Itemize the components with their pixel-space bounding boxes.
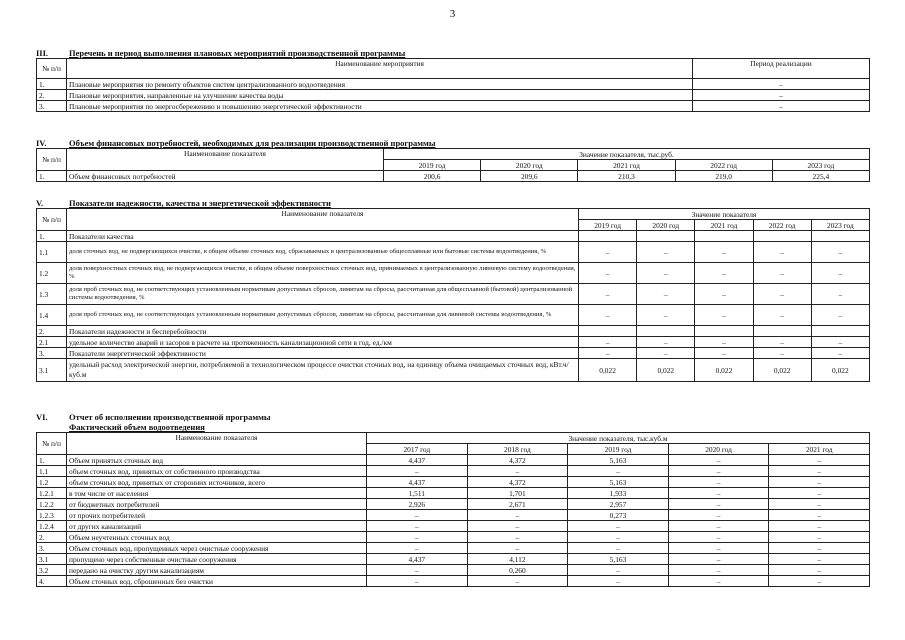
value-cell: 1,511 <box>367 488 468 499</box>
row-name: доля поверхностных сточных вод, не подвергающихся очистке, в общем объеме поверхностных сточных вод, принимаемых в централизованную ливневую систему водоотведения, % <box>67 263 579 284</box>
value-cell: – <box>769 532 870 543</box>
value-cell <box>753 326 811 337</box>
value-cell: – <box>695 305 753 326</box>
value-cell: – <box>769 576 870 587</box>
header-group: Значение показателя, тыс.руб. <box>384 149 870 160</box>
section-5-body <box>37 231 870 382</box>
value-cell: – <box>753 263 811 284</box>
value-cell: – <box>579 242 637 263</box>
row-num: 1.1 <box>37 466 67 477</box>
row-name: передано на очистку другим канализациям <box>67 565 367 576</box>
section-6-title: Отчет об исполнении производственной программы <box>69 412 271 422</box>
value-cell: 225,4 <box>772 171 869 182</box>
value-cell <box>695 326 753 337</box>
section-6 <box>36 412 870 587</box>
section-5-title: Показатели надежности, качества и энергетической эффективности <box>69 198 331 208</box>
section-4-roman: IV. <box>36 138 47 148</box>
row-num: 1. <box>37 455 67 466</box>
value-cell: – <box>695 242 753 263</box>
row-name: Объем неучтенных сточных вод <box>67 532 367 543</box>
value-cell: – <box>695 284 753 305</box>
row-name: Объем сточных вод, сброшенных без очистки <box>67 576 367 587</box>
value-cell: – <box>467 521 568 532</box>
row-num: 1.2.4 <box>37 521 67 532</box>
section-4-title: Объем финансовых потребностей, необходимых для реализации производственной программы <box>69 138 436 148</box>
section-4-title-row <box>36 138 870 148</box>
table-row <box>37 101 870 112</box>
value-cell: – <box>695 263 753 284</box>
section-6-roman: VI. <box>36 412 48 422</box>
value-cell: 4,372 <box>467 455 568 466</box>
value-cell: 200,6 <box>384 171 481 182</box>
row-num: 1. <box>37 171 67 182</box>
year-header: 2018 год <box>467 444 568 455</box>
header-name: Наименование показателя <box>67 433 367 455</box>
value-cell: 209,6 <box>481 171 578 182</box>
value-cell: – <box>579 284 637 305</box>
row-num: 3. <box>37 543 67 554</box>
row-num: 2. <box>37 90 67 101</box>
value-cell: – <box>668 543 769 554</box>
row-num: 3.2 <box>37 565 67 576</box>
value-cell: – <box>579 305 637 326</box>
row-num: 1. <box>37 79 67 90</box>
section-3-body <box>37 79 870 112</box>
row-num: 1.3 <box>37 284 67 305</box>
value-cell: – <box>811 242 869 263</box>
header-name: Наименование мероприятия <box>67 59 693 79</box>
section-4-header-row <box>37 149 870 160</box>
section-3-table <box>36 58 870 112</box>
section-6-title-row <box>36 412 870 422</box>
row-name: Показатели надежности и бесперебойности <box>67 326 579 337</box>
table-row <box>37 79 870 90</box>
value-cell: – <box>695 348 753 359</box>
row-period: – <box>693 90 870 101</box>
year-header: 2017 год <box>367 444 468 455</box>
table-row <box>37 466 870 477</box>
value-cell: – <box>769 488 870 499</box>
section-6-subtitle: Фактический объем водоотведения <box>69 422 205 432</box>
header-num: № п/п <box>37 59 67 79</box>
value-cell: – <box>753 284 811 305</box>
value-cell: – <box>668 455 769 466</box>
value-cell: – <box>637 284 695 305</box>
header-num: № п/п <box>37 149 67 171</box>
value-cell: – <box>467 466 568 477</box>
section-5-title-row <box>36 198 870 208</box>
year-header: 2022 год <box>675 160 772 171</box>
year-header: 2019 год <box>579 220 637 231</box>
row-num: 3. <box>37 101 67 112</box>
table-row <box>37 348 870 359</box>
table-row <box>37 284 870 305</box>
row-num: 1.2.2 <box>37 499 67 510</box>
section-3-title-row <box>36 48 870 58</box>
value-cell <box>753 231 811 242</box>
value-cell: 0,022 <box>637 359 695 382</box>
value-cell: 5,163 <box>568 455 669 466</box>
row-name: Плановые мероприятия, направленные на улучшение качества воды <box>67 90 693 101</box>
value-cell: – <box>367 543 468 554</box>
row-num: 2. <box>37 532 67 543</box>
value-cell: – <box>367 532 468 543</box>
table-row <box>37 532 870 543</box>
section-3-title: Перечень и период выполнения плановых мероприятий производственной программы <box>69 48 406 58</box>
year-header: 2023 год <box>811 220 869 231</box>
value-cell: 5,163 <box>568 477 669 488</box>
row-name: Объем финансовых потребностей <box>67 171 384 182</box>
value-cell: – <box>769 565 870 576</box>
value-cell: – <box>367 466 468 477</box>
value-cell <box>695 231 753 242</box>
table-row <box>37 231 870 242</box>
row-name: от других канализаций <box>67 521 367 532</box>
value-cell: – <box>769 510 870 521</box>
table-row <box>37 305 870 326</box>
table-row <box>37 455 870 466</box>
value-cell: – <box>769 455 870 466</box>
value-cell: – <box>753 242 811 263</box>
table-row <box>37 543 870 554</box>
value-cell <box>637 326 695 337</box>
value-cell: – <box>467 576 568 587</box>
value-cell: – <box>568 576 669 587</box>
row-name: Плановые мероприятия по энергосбережению и повышению энергетической эффективности <box>67 101 693 112</box>
table-row <box>37 171 870 182</box>
section-4 <box>36 138 870 182</box>
table-row <box>37 521 870 532</box>
value-cell: – <box>367 576 468 587</box>
value-cell: – <box>637 263 695 284</box>
value-cell: – <box>811 305 869 326</box>
row-num: 3.1 <box>37 554 67 565</box>
section-3-roman: III. <box>36 48 49 58</box>
header-period: Период реализации <box>693 59 870 79</box>
header-num: № п/п <box>37 209 67 231</box>
value-cell: – <box>367 565 468 576</box>
value-cell: 1,701 <box>467 488 568 499</box>
table-row <box>37 477 870 488</box>
value-cell: 0,022 <box>579 359 637 382</box>
row-name: от бюджетных потребителей <box>67 499 367 510</box>
value-cell: – <box>769 466 870 477</box>
header-name: Наименование показателя <box>67 149 384 171</box>
value-cell: – <box>668 576 769 587</box>
value-cell: 2,957 <box>568 499 669 510</box>
row-num: 1.1 <box>37 242 67 263</box>
value-cell: – <box>769 543 870 554</box>
table-row <box>37 326 870 337</box>
value-cell <box>811 231 869 242</box>
value-cell: – <box>811 337 869 348</box>
section-4-body <box>37 171 870 182</box>
value-cell <box>579 326 637 337</box>
year-header: 2023 год <box>772 160 869 171</box>
row-name: Показатели качества <box>67 231 579 242</box>
section-6-table <box>36 432 870 587</box>
row-name: доля проб сточных вод, не соответствующих установленным нормативам допустимых сбросов, лимитам на сбросы, рассчитанная для общесплавной (бытовой) централизованной системы водоотведения, % <box>67 284 579 305</box>
row-name: объем сточных вод, принятых от собственного производства <box>67 466 367 477</box>
value-cell: – <box>811 348 869 359</box>
row-num: 1.2 <box>37 263 67 284</box>
table-row <box>37 90 870 101</box>
value-cell: 5,163 <box>568 554 669 565</box>
value-cell: – <box>695 337 753 348</box>
table-row <box>37 554 870 565</box>
value-cell: – <box>467 510 568 521</box>
section-6-body <box>37 455 870 587</box>
section-3-header-row <box>37 59 870 79</box>
year-header: 2020 год <box>637 220 695 231</box>
value-cell: – <box>811 284 869 305</box>
header-name: Наименование показателя <box>67 209 579 231</box>
value-cell: – <box>467 532 568 543</box>
value-cell: – <box>668 499 769 510</box>
row-name: от прочих потребителей <box>67 510 367 521</box>
value-cell: 0,022 <box>811 359 869 382</box>
row-name: удельный расход электрической энергии, потребляемой в технологическом процессе очистки сточных вод, на единицу объема очищаемых сточных вод, кВт.ч/куб.м <box>67 359 579 382</box>
row-num: 2.1 <box>37 337 67 348</box>
row-name: объем сточных вод, принятых от сторонних источников, всего <box>67 477 367 488</box>
value-cell: – <box>637 305 695 326</box>
value-cell: – <box>668 521 769 532</box>
value-cell: – <box>668 532 769 543</box>
value-cell: – <box>637 348 695 359</box>
row-num: 2. <box>37 326 67 337</box>
table-row <box>37 359 870 382</box>
value-cell: – <box>668 554 769 565</box>
year-header: 2022 год <box>753 220 811 231</box>
value-cell: 4,437 <box>367 554 468 565</box>
row-num: 3.1 <box>37 359 67 382</box>
table-row <box>37 499 870 510</box>
row-num: 1.2.3 <box>37 510 67 521</box>
value-cell: – <box>668 477 769 488</box>
value-cell: – <box>668 510 769 521</box>
table-row <box>37 510 870 521</box>
section-6-subtitle-row <box>36 422 870 432</box>
value-cell: 210,3 <box>578 171 675 182</box>
value-cell: 2,926 <box>367 499 468 510</box>
row-period: – <box>693 79 870 90</box>
value-cell: – <box>579 337 637 348</box>
value-cell: 1,933 <box>568 488 669 499</box>
value-cell: 4,112 <box>467 554 568 565</box>
section-3 <box>36 48 870 112</box>
table-row <box>37 488 870 499</box>
page-number: 3 <box>449 8 456 20</box>
row-num: 1. <box>37 231 67 242</box>
value-cell: – <box>811 263 869 284</box>
row-name: в том числе от населения <box>67 488 367 499</box>
value-cell: – <box>568 532 669 543</box>
value-cell: – <box>568 521 669 532</box>
header-group: Значение показателя <box>579 209 870 220</box>
table-row <box>37 576 870 587</box>
value-cell: – <box>753 305 811 326</box>
row-num: 3. <box>37 348 67 359</box>
year-header: 2021 год <box>695 220 753 231</box>
row-num: 1.2 <box>37 477 67 488</box>
value-cell: – <box>568 466 669 477</box>
value-cell: – <box>753 348 811 359</box>
row-num: 1.2.1 <box>37 488 67 499</box>
year-header: 2020 год <box>481 160 578 171</box>
value-cell: – <box>579 348 637 359</box>
year-header: 2021 год <box>769 444 870 455</box>
header-group: Значение показателя, тыс.куб.м <box>367 433 870 444</box>
table-row <box>37 337 870 348</box>
table-row <box>37 565 870 576</box>
row-period: – <box>693 101 870 112</box>
section-5 <box>36 198 870 382</box>
year-header: 2020 год <box>668 444 769 455</box>
value-cell: – <box>367 521 468 532</box>
value-cell: 4,437 <box>367 455 468 466</box>
value-cell: 2,671 <box>467 499 568 510</box>
value-cell: – <box>769 521 870 532</box>
value-cell: – <box>637 337 695 348</box>
section-4-table <box>36 148 870 182</box>
row-num: 4. <box>37 576 67 587</box>
value-cell: – <box>753 337 811 348</box>
value-cell: – <box>367 510 468 521</box>
year-header: 2021 год <box>578 160 675 171</box>
row-name: Объем сточных вод, пропущенных через очистные сооружения <box>67 543 367 554</box>
value-cell: 4,372 <box>467 477 568 488</box>
value-cell: 219,0 <box>675 171 772 182</box>
row-name: доля сточных вод, не подвергающихся очистке, в общем объеме сточных вод, сбрасываемых в централизованные общесплавные или бытовые системы водоотведения, % <box>67 242 579 263</box>
value-cell: 0,273 <box>568 510 669 521</box>
value-cell: – <box>668 565 769 576</box>
value-cell: 4,437 <box>367 477 468 488</box>
value-cell: 0,022 <box>695 359 753 382</box>
value-cell: – <box>568 565 669 576</box>
year-header: 2019 год <box>384 160 481 171</box>
value-cell: 0,022 <box>753 359 811 382</box>
header-num: № п/п <box>37 433 67 455</box>
value-cell: – <box>769 477 870 488</box>
row-name: удельное количество аварий и засоров в расчете на протяженность канализационной сети в год, ед./км <box>67 337 579 348</box>
year-header: 2019 год <box>568 444 669 455</box>
value-cell <box>811 326 869 337</box>
value-cell: 0,260 <box>467 565 568 576</box>
value-cell: – <box>769 499 870 510</box>
row-name: Показатели энергетической эффективности <box>67 348 579 359</box>
value-cell: – <box>579 263 637 284</box>
table-row <box>37 263 870 284</box>
row-name: доля проб сточных вод, не соответствующих установленным нормативам допустимых сбросов, лимитам на сбросы, рассчитанная для ливневой системы водоотведения, % <box>67 305 579 326</box>
section-6-header-row <box>37 433 870 444</box>
section-5-table <box>36 208 870 382</box>
row-num: 1.4 <box>37 305 67 326</box>
value-cell <box>637 231 695 242</box>
value-cell: – <box>668 466 769 477</box>
value-cell <box>579 231 637 242</box>
value-cell: – <box>568 543 669 554</box>
section-5-header-row <box>37 209 870 220</box>
value-cell: – <box>769 554 870 565</box>
value-cell: – <box>637 242 695 263</box>
row-name: Плановые мероприятия по ремонту объектов систем централизованного водоотведения <box>67 79 693 90</box>
value-cell: – <box>668 488 769 499</box>
row-name: Объем принятых сточных вод <box>67 455 367 466</box>
section-5-roman: V. <box>36 198 44 208</box>
value-cell: – <box>467 543 568 554</box>
table-row <box>37 242 870 263</box>
row-name: пропущено через собственные очистные сооружения <box>67 554 367 565</box>
